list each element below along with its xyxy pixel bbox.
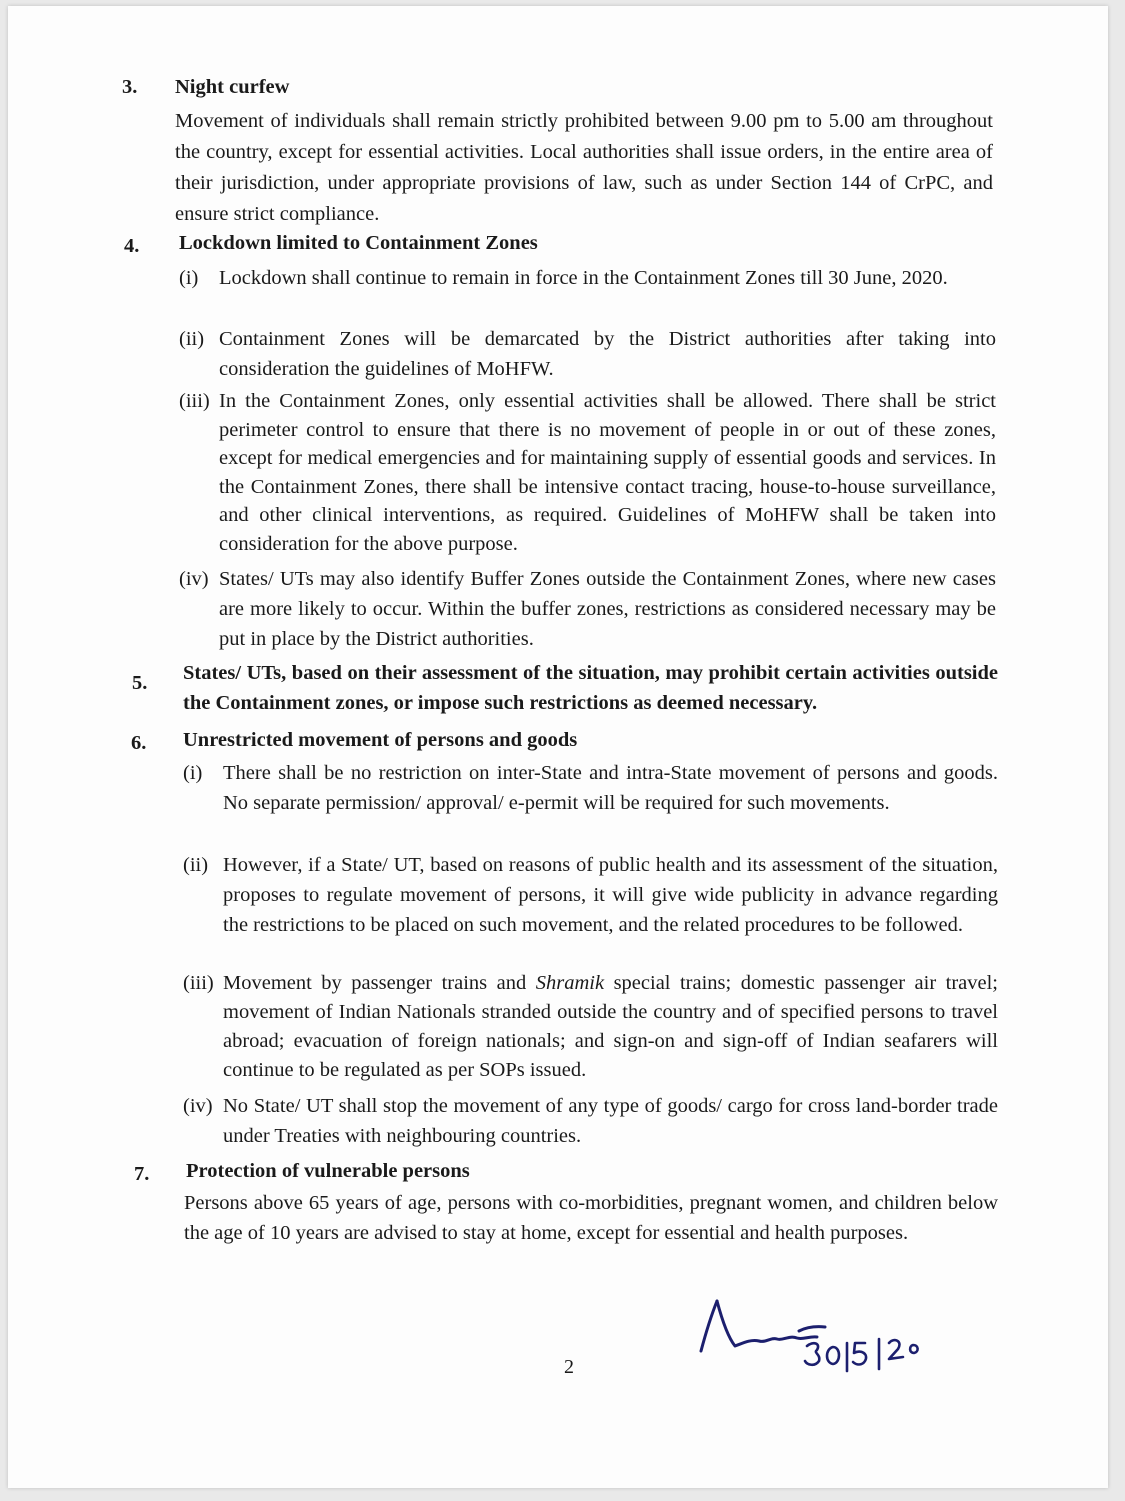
document-page (8, 6, 1108, 1488)
list-item (179, 324, 996, 384)
item-label: (iii) (179, 390, 210, 412)
section-number: 3. (122, 76, 138, 98)
section-heading: Protection of vulnerable persons (186, 1160, 470, 1182)
item-text: States/ UTs may also identify Buffer Zones outside the Containment Zones, where new cases are more likely to occur. Within the buffer zones, restrictions as considered necessary may be put in place by the District authorities. (219, 568, 996, 650)
page-number: 2 (564, 1356, 574, 1378)
section-number: 7. (134, 1163, 150, 1185)
item-label: (ii) (183, 854, 209, 876)
section-heading: Night curfew (175, 76, 290, 98)
list-item (179, 387, 996, 559)
item-text: In the Containment Zones, only essential activities shall be allowed. There shall be strict perimeter control to ensure that there is no movement of people in or out of these zones, except for medical emergencies and for maintaining supply of essential goods and services. In the Containment Zones, there shall be intensive contact tracing, house-to-house surveillance, and other clinical interventions, as required. Guidelines of MoHFW shall be taken into consideration for the above purpose. (219, 390, 996, 555)
item-text: There shall be no restriction on inter-State and intra-State movement of persons and goods. No separate permission/ approval/ e-permit will be required for such movements. (223, 762, 998, 814)
item-text: However, if a State/ UT, based on reasons of public health and its assessment of the situation, proposes to regulate movement of persons, it will give wide publicity in advance regarding the restrictions to be placed on such movement, and the related procedures to be followed. (223, 854, 998, 936)
item-label: (iv) (179, 568, 209, 590)
item-label: (ii) (179, 328, 205, 350)
section-paragraph: Movement of individuals shall remain strictly prohibited between 9.00 pm to 5.00 am throughout the country, except for essential activities. Local authorities shall issue orders, in the entire area of their jurisdiction, under appropriate provisions of law, such as under Section 144 of CrPC, and ensure strict compliance. (175, 110, 993, 225)
item-text-end: special trains; domestic passenger air travel; movement of Indian Nationals stranded outside the country and of specified persons to travel abroad; evacuation of foreign nationals; and sign-on and sign-off of Indian seafarers will continue to be regulated as per SOPs issued. (223, 972, 998, 1081)
item-text: Lockdown shall continue to remain in force in the Containment Zones till 30 June, 2020. (219, 267, 948, 289)
item-text: No State/ UT shall stop the movement of any type of goods/ cargo for cross land-border trade under Treaties with neighbouring countries. (223, 1095, 998, 1147)
list-item (179, 564, 996, 654)
list-item (183, 969, 998, 1085)
section-number: 4. (124, 235, 140, 257)
item-text-start: Movement by passenger trains and (223, 972, 536, 994)
item-label: (iii) (183, 972, 214, 994)
section-paragraph: Persons above 65 years of age, persons with co-morbidities, pregnant women, and children below the age of 10 years are advised to stay at home, except for essential and health purposes. (184, 1192, 998, 1244)
item-label: (i) (179, 267, 199, 289)
list-item (183, 1091, 998, 1151)
section-heading: Lockdown limited to Containment Zones (179, 232, 538, 254)
section-number: 6. (131, 732, 147, 754)
item-label: (iv) (183, 1095, 213, 1117)
section-number: 5. (132, 672, 148, 694)
list-item (183, 758, 998, 818)
section-heading: States/ UTs, based on their assessment of the situation, may prohibit certain activities outside the Containment zones, or impose such restrictions as deemed necessary. (183, 662, 998, 714)
item-text-italic: Shramik (535, 972, 605, 994)
section-heading: Unrestricted movement of persons and goods (183, 729, 578, 751)
list-item (179, 263, 996, 293)
item-text: Containment Zones will be demarcated by the District authorities after taking into consideration the guidelines of MoHFW. (219, 328, 996, 380)
item-text (223, 969, 998, 1085)
handwritten-signature (691, 1291, 931, 1381)
list-item (183, 850, 998, 940)
item-label: (i) (183, 762, 203, 784)
